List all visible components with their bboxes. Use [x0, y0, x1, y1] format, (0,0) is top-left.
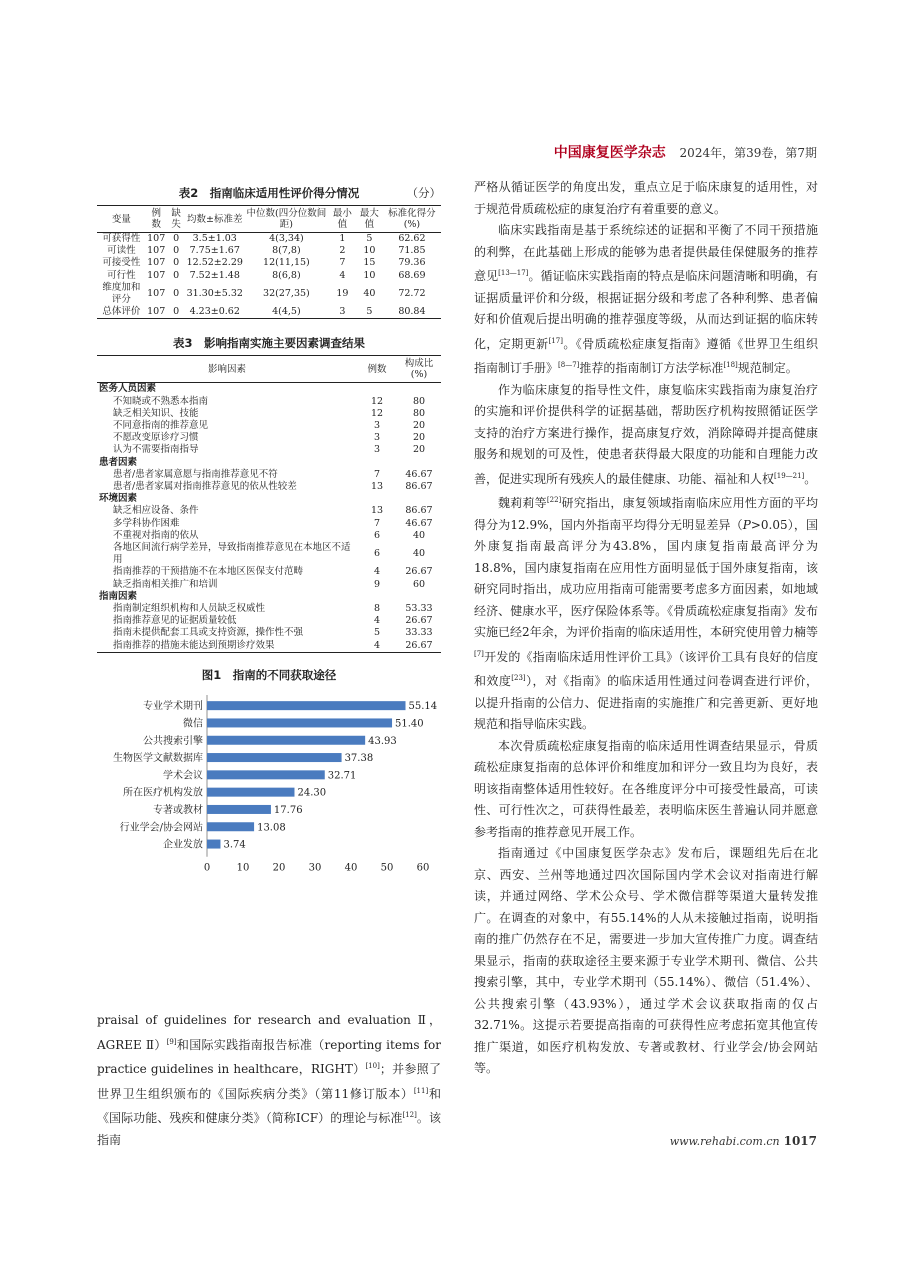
figure1-caption [97, 667, 441, 683]
table3-cell: 8 [373, 603, 381, 615]
left-paragraph: praisal of guidelines for research and evaluation Ⅱ，AGREE Ⅱ）[9]和国际实践指南报告标准（reporting items for practice guidelines in healthcare，RIGHT）[10]；并参照了世界卫生组织颁布的《国际疾病分类》（第11修订版本）[11]和《国际功能、残疾和健康分类》（简称ICF）的理论与标准[12]。该指南 [97, 1013, 441, 1147]
table3-header: 构成比(%) [397, 356, 441, 383]
table2-cell: 4 [339, 269, 346, 281]
table2-cell: 68.69 [398, 269, 426, 281]
table3-row [97, 481, 441, 493]
table2-cell: 可读性 [107, 245, 136, 257]
table3-caption [97, 335, 441, 351]
table3-header: 影响因素 [97, 356, 357, 383]
table3-cell: 4 [373, 566, 381, 578]
value-label: 13.08 [257, 822, 286, 834]
table3-cell: 13 [370, 481, 384, 493]
table2-cell: 12(11,15) [263, 257, 310, 269]
table2-cell: 3.5±1.03 [192, 233, 237, 244]
table3 [97, 355, 441, 652]
table3-row [97, 530, 441, 542]
paragraph-1: 临床实践指南是基于系统综述的证据和平衡了不同干预措施的利弊，在此基础上形成的能够为患者提供最佳保健服务的推荐意见[13—17]。循证临床实践指南的特点是临床问题清晰和明确，有证据质量评价和分级，根据证据分级和考虑了各种利弊、患者偏好和价值观后提出明确的推荐强度等级，从而达到证据的临床转化，定期更新[17]。《骨质疏松症康复指南》遵循《世界卫生组织指南制订手册》[8—7]推荐的指南制订方法学标准[18]规范制定。 [474, 223, 818, 375]
category-label: 专业学术期刊 [143, 701, 203, 713]
paragraph-3: 魏莉莉等[22]研究指出，康复领域指南临床应用性方面的平均得分为12.9%，国内外指南平均得分无明显差异（P>0.05），国外康复指南最高评分为43.8%，国内康复指南最高评分为18.8%，国内康复指南在应用性方面明显低于国外康复指南，该研究同时指出，成功应用指南可能需要考虑多方面因素，如地域经济、健康水平，医疗保险体系等。《骨质疏松症康复指南》发布实施已经2年余，为评价指南的临床适用性，本研究使用曾力楠等[7]开发的《指南临床适用性评价工具》（该评价工具有良好的信度和效度[23]），对《指南》的临床适用性通过问卷调查进行评价，以提升指南的公信力、促进指南的实施推广和完善更新、更好地规范和指导临床实践。 [474, 496, 818, 731]
table3-cell: 患者/患者家属意愿与指南推荐意见不符 [113, 468, 278, 480]
table3-group-row [97, 493, 441, 505]
category-label: 企业发放 [163, 839, 203, 851]
table2-cell: 可获得性 [102, 233, 141, 244]
table3-cell: 认为不需要指南指导 [113, 444, 199, 456]
table3-cell: 不知晓或不熟悉本指南 [113, 395, 209, 407]
figure1-caption-text: 图1 指南的不同获取途径 [201, 667, 337, 682]
value-label: 24.30 [297, 787, 327, 799]
paragraph-0: 严格从循证医学的角度出发，重点立足于临床康复的适用性，对于规范骨质疏松症的康复治疗有着重要的意义。 [474, 180, 818, 216]
table3-cell: 12 [370, 395, 384, 407]
right-column [474, 177, 818, 1080]
page-number: 1017 [783, 1134, 817, 1148]
table3-cell: 缺乏相关知识、技能 [113, 407, 199, 419]
table3-cell: 不同意指南的推荐意见 [113, 420, 209, 432]
table2-cell: 40 [363, 287, 376, 299]
table2-cell: 4.23±0.62 [189, 306, 240, 318]
table3-cell: 40 [412, 529, 426, 541]
table2-cell: 2 [339, 245, 346, 257]
table3-row [97, 518, 441, 530]
table2-header: 最小值 [329, 206, 356, 233]
table3-cell: 6 [373, 529, 381, 541]
table2-cell: 10 [363, 245, 376, 257]
table3-cell: 26.67 [405, 615, 433, 627]
category-label: 学术会议 [163, 770, 203, 782]
table3-row [97, 408, 441, 420]
x-tick-label: 10 [236, 862, 250, 874]
site-url: www.rehabi.com.cn [669, 1135, 780, 1148]
table2-cell: 71.85 [398, 245, 426, 257]
table2-header: 缺失 [167, 206, 186, 233]
table3-cell: 26.67 [405, 566, 433, 578]
table3-cell: 53.33 [405, 603, 433, 615]
bar [207, 718, 392, 727]
table2-cell: 72.72 [398, 287, 426, 299]
table2-cell: 0 [173, 257, 180, 269]
table3-cell: 26.67 [405, 639, 433, 651]
table2-header: 例数 [146, 206, 167, 233]
table3-cell: 46.67 [405, 468, 433, 480]
value-label: 17.76 [273, 804, 303, 816]
table3-cell: 80 [412, 395, 426, 407]
table3-cell: 13 [370, 505, 384, 517]
table3-cell: 7 [373, 517, 381, 529]
paragraph-4: 本次骨质疏松症康复指南的临床适用性调查结果显示，骨质疏松症康复指南的总体评价和维度加和评分一致且均为良好，表明该指南整体适用性较好。在各维度评分中可接受性最高，可读性、可行性次之，可获得性最差，表明临床医生普遍认同并愿意参考指南的推荐意见开展工作。 [474, 738, 818, 839]
table3-cell: 各地区间流行病学差异，导致指南推荐意见在本地区不适用 [113, 542, 351, 566]
table2-cell: 0 [173, 306, 180, 318]
table3-row [97, 627, 441, 639]
table3-cell: 患者/患者家属对指南推荐意见的依从性较差 [113, 481, 297, 493]
table2-cell: 总体评价 [102, 306, 141, 318]
table2-cell: 5 [366, 306, 373, 318]
category-label: 所在医疗机构发放 [123, 787, 203, 799]
table3-cell: 不重视对指南的依从 [113, 529, 199, 541]
category-label: 生物医学文献数据库 [113, 752, 203, 764]
table2-cell: 0 [173, 269, 180, 281]
table2-cell: 可行性 [107, 269, 136, 281]
table2-cell: 12.52±2.29 [186, 257, 243, 269]
x-tick-label: 30 [308, 862, 322, 874]
table3-cell: 6 [373, 548, 381, 560]
table3-cell: 指南未提供配套工具或支持资源，操作性不强 [113, 627, 304, 639]
value-label: 37.38 [344, 752, 374, 764]
table2-cell: 62.62 [398, 233, 426, 244]
table3-cell: 5 [373, 627, 381, 639]
table3-row [97, 396, 441, 408]
table2-cell: 3 [339, 306, 346, 318]
journal-name: 中国康复医学杂志 [553, 145, 666, 161]
table3-cell: 9 [373, 578, 381, 590]
table2-cell: 7 [339, 257, 346, 269]
table2-row [97, 306, 441, 319]
bar [207, 839, 220, 848]
x-tick-label: 0 [203, 862, 211, 874]
figure1-chart [97, 687, 441, 917]
table3-row [97, 469, 441, 481]
x-tick-label: 20 [272, 862, 286, 874]
table2-cell: 79.36 [398, 257, 426, 269]
bar [207, 822, 254, 831]
table3-row [97, 432, 441, 444]
table2-cell: 107 [147, 245, 166, 257]
table2-header: 最大值 [356, 206, 383, 233]
table3-cell: 指南推荐的干预措施不在本地区医保支付范畴 [113, 566, 304, 578]
table3-cell: 86.67 [405, 505, 433, 517]
issue-info: 2024年，第39卷，第7期 [679, 146, 817, 160]
table3-cell: 指南推荐意见的证据质量较低 [113, 615, 237, 627]
bar [207, 770, 325, 779]
running-header [554, 142, 817, 162]
value-label: 55.14 [408, 701, 438, 713]
bar [207, 753, 342, 762]
table3-cell: 20 [412, 432, 426, 444]
category-label: 公共搜索引擎 [143, 735, 203, 747]
table3-row [97, 444, 441, 456]
table2-cell: 4(3,34) [269, 233, 304, 244]
category-label: 微信 [183, 718, 203, 730]
table2-cell: 107 [147, 233, 166, 244]
bar [207, 701, 406, 710]
table2-header: 均数±标准差 [186, 206, 244, 233]
left-body-text [97, 1010, 441, 1151]
table2-cell: 19 [336, 287, 349, 299]
table2-header: 中位数(四分位数间距) [244, 206, 329, 233]
table3-cell: 缺乏指南相关推广和培训 [113, 578, 218, 590]
table3-group-row [97, 591, 441, 603]
table3-group-name: 指南因素 [99, 590, 138, 602]
bar [207, 805, 271, 814]
value-label: 32.71 [327, 770, 357, 782]
category-label: 行业学会/协会网站 [119, 822, 203, 834]
table3-row [97, 579, 441, 591]
table2-cell: 15 [363, 257, 376, 269]
table3-row [97, 615, 441, 627]
table2 [97, 205, 441, 319]
table3-row [97, 603, 441, 615]
table3-cell: 40 [412, 548, 426, 560]
table2-cell: 4(4,5) [272, 306, 301, 318]
table3-cell: 多学科协作困难 [113, 517, 180, 529]
table3-cell: 指南制定组织机构和人员缺乏权威性 [113, 603, 266, 615]
x-tick-label: 60 [416, 862, 430, 874]
table2-row [97, 233, 441, 246]
table3-group-name: 患者因素 [99, 456, 138, 468]
table3-cell: 3 [373, 444, 381, 456]
table3-cell: 80 [412, 407, 426, 419]
table3-cell: 7 [373, 468, 381, 480]
table3-cell: 缺乏相应设备、条件 [113, 505, 199, 517]
table2-cell: 维度加和评分 [102, 281, 141, 306]
x-tick-label: 50 [380, 862, 394, 874]
table3-cell: 3 [373, 420, 381, 432]
table3-group-row [97, 457, 441, 469]
table2-cell: 32(27,35) [263, 287, 310, 299]
table2-unit: （分） [406, 186, 441, 200]
table2-caption-text: 表2 指南临床适用性评价得分情况 [178, 186, 360, 200]
paragraph-5: 指南通过《中国康复医学杂志》发布后，课题组先后在北京、西安、兰州等地通过四次国际国内学术会议对指南进行解读，并通过网络、学术公众号、学术微信群等渠道大量转发推广。在调查的对象中，有55.14%的人从未接触过指南，说明指南的推广仍然存在不足，需要进一步加大宣传推广力度。调查结果显示，指南的获取途径主要来源于专业学术期刊、微信、公共搜索引擎，其中，专业学术期刊（55.14%）、微信（51.4%）、公共搜索引擎（43.93%），通过学术会议获取指南的仅占32.71%。这提示若要提高指南的可获得性应考虑拓宽其他宣传推广渠道，如医疗机构发放、专著或教材、行业学会/协会网站等。 [474, 846, 818, 1075]
table3-row [97, 505, 441, 517]
table3-header: 例数 [357, 356, 397, 383]
table3-row [97, 542, 441, 566]
table3-cell: 46.67 [405, 517, 433, 529]
table2-cell: 0 [173, 245, 180, 257]
table3-cell: 指南推荐的措施未能达到预期诊疗效果 [113, 639, 275, 651]
table2-cell: 8(7,8) [272, 245, 301, 257]
table2-cell: 5 [366, 233, 373, 244]
table2-cell: 10 [363, 269, 376, 281]
table2-cell: 80.84 [398, 306, 426, 318]
table2-cell: 31.30±5.32 [186, 287, 243, 299]
table2-row [97, 282, 441, 306]
table3-row [97, 566, 441, 578]
table3-cell: 12 [370, 407, 384, 419]
table3-caption-text: 表3 影响指南实施主要因素调查结果 [173, 336, 365, 351]
table3-group-name: 医务人员因素 [99, 383, 157, 395]
table2-cell: 107 [147, 269, 166, 281]
x-tick-label: 40 [344, 862, 358, 874]
table2-cell: 可接受性 [102, 257, 141, 269]
bar [207, 736, 365, 745]
table2-cell: 1 [339, 233, 346, 244]
table3-cell: 不愿改变原诊疗习惯 [113, 432, 199, 444]
category-label: 专著或教材 [153, 804, 203, 816]
table2-header: 标准化得分(%) [383, 206, 441, 233]
table3-cell: 33.33 [405, 627, 433, 639]
table3-cell: 20 [412, 420, 426, 432]
table3-row [97, 640, 441, 653]
table3-row [97, 420, 441, 432]
table3-cell: 60 [412, 578, 426, 590]
table3-cell: 20 [412, 444, 426, 456]
table2-cell: 0 [173, 233, 180, 244]
table3-cell: 86.67 [405, 481, 433, 493]
value-label: 51.40 [395, 718, 424, 730]
value-label: 3.74 [223, 839, 246, 851]
table2-cell: 7.52±1.48 [189, 269, 240, 281]
table2-caption [97, 185, 441, 201]
page-footer [670, 1134, 817, 1148]
table2-row [97, 270, 441, 282]
table2-cell: 0 [173, 287, 180, 299]
table2-cell: 107 [147, 287, 166, 299]
table2-cell: 107 [147, 257, 166, 269]
table2-row [97, 257, 441, 269]
table3-cell: 4 [373, 639, 381, 651]
table3-group-name: 环境因素 [99, 493, 138, 505]
table2-header: 变量 [97, 206, 146, 233]
table3-cell: 4 [373, 615, 381, 627]
table2-cell: 107 [147, 306, 166, 318]
table2-row [97, 245, 441, 257]
bar-chart-svg [97, 687, 441, 887]
table2-cell: 7.75±1.67 [189, 245, 240, 257]
table3-group-row [97, 383, 441, 396]
value-label: 43.93 [368, 735, 397, 747]
table3-cell: 3 [373, 432, 381, 444]
bar [207, 788, 294, 797]
left-column [97, 185, 441, 1147]
paragraph-2: 作为临床康复的指导性文件，康复临床实践指南为康复治疗的实施和评价提供科学的证据基础，帮助医疗机构按照循证医学支持的治疗方案进行操作，提高康复疗效，消除障碍并提高健康服务和规划的可及性，使患者获得最大限度的功能和自理能力改善，促进实现所有残疾人的最佳健康、功能、福祉和人权[19—21]。 [474, 382, 818, 486]
table2-cell: 8(6,8) [272, 269, 301, 281]
